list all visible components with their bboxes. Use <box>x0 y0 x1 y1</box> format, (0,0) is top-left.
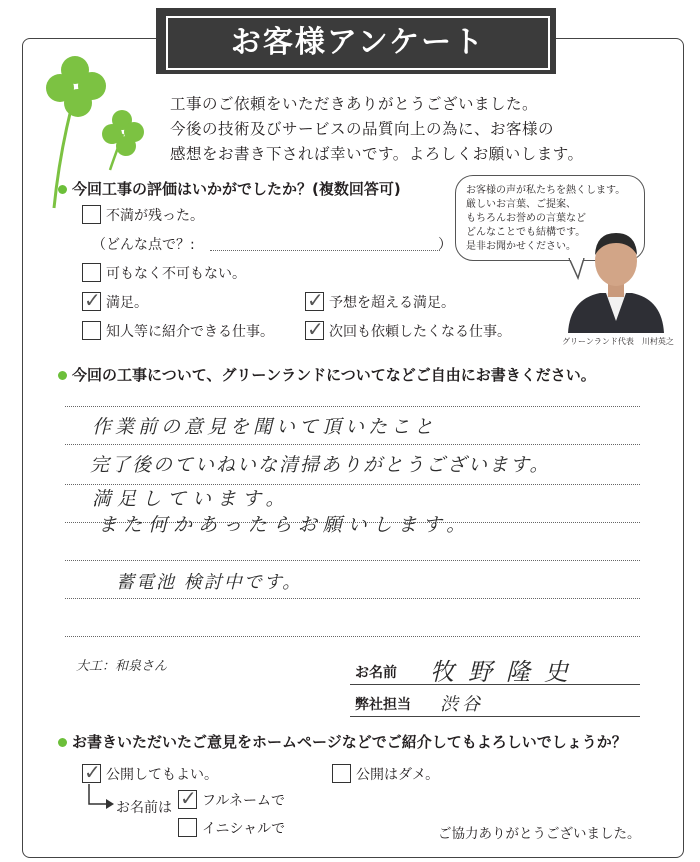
checkbox-request-again[interactable] <box>305 317 324 341</box>
writing-line <box>65 598 640 599</box>
branch-arrow-icon <box>86 784 116 810</box>
handwritten-comment: 完了後のていねいな清掃ありがとうございます。 <box>90 454 551 476</box>
q3-heading: お書きいただいたご意見をホームページなどでご紹介してもよろしいでしょうか？ <box>58 731 627 752</box>
writing-line <box>65 636 640 637</box>
handwritten-comment: また何かあったらお願いします。 <box>98 514 472 536</box>
handwritten-comment: 作業前の意見を聞いて頂いたこと <box>92 416 438 438</box>
option-label: 予想を超える満足。 <box>329 295 455 311</box>
option-label: 次回も依頼したくなる仕事。 <box>329 324 511 340</box>
option-label: フルネームで <box>202 793 286 809</box>
check-mark-icon: ✓ <box>84 288 101 312</box>
thanks-text: ご協力ありがとうございました。 <box>438 826 641 842</box>
check-mark-icon: ✓ <box>84 760 101 784</box>
checkbox-dissatisfied[interactable] <box>82 205 101 224</box>
detail-prompt: （どんな点で？: <box>92 237 195 253</box>
bullet-icon <box>58 738 67 747</box>
checkbox-satisfied[interactable] <box>82 288 101 312</box>
intro-line: 工事のご依頼をいただきありがとうございました。 <box>170 95 539 113</box>
name-value: 牧野隆史 <box>430 658 582 686</box>
representative-photo <box>560 225 672 333</box>
check-mark-icon: ✓ <box>307 288 324 312</box>
checkbox-exceeded[interactable] <box>305 288 324 312</box>
checkbox-publish-ng[interactable] <box>332 764 351 783</box>
option-label: 知人等に紹介できる仕事。 <box>106 324 274 340</box>
option-label: 公開はダメ。 <box>356 767 440 783</box>
check-mark-icon: ✓ <box>307 317 324 341</box>
option-label: 満足。 <box>106 295 148 311</box>
q2-heading: 今回の工事について、グリーンランドについてなどご自由にお書きください。 <box>58 364 596 385</box>
check-mark-icon: ✓ <box>180 786 197 810</box>
carpenter-note: 大工：和泉さん <box>76 659 168 674</box>
intro-line: 感想をお書き下されば幸いです。よろしくお願いします。 <box>170 145 584 163</box>
option-label: 不満が残った。 <box>106 208 204 224</box>
name-format-label: お名前は <box>116 800 172 816</box>
name-label: お名前 <box>355 665 397 681</box>
detail-close: ） <box>438 237 452 253</box>
checkbox-publish-ok[interactable] <box>82 760 101 784</box>
detail-input-line[interactable] <box>210 250 440 251</box>
bubble-line: もちろんお誉めの言葉など <box>466 213 586 224</box>
bubble-line: どんなことでも結構です。 <box>466 227 586 238</box>
option-label: 公開してもよい。 <box>106 767 218 783</box>
representative-caption: グリーンランド代表 川村英之 <box>562 337 674 346</box>
writing-line <box>65 560 640 561</box>
writing-line <box>65 444 640 445</box>
bubble-line: 厳しいお言葉、ご提案、 <box>466 199 576 210</box>
name-underline <box>350 684 640 685</box>
bullet-icon <box>58 185 67 194</box>
bullet-icon <box>58 371 67 380</box>
page-title: お客様アンケート <box>166 16 550 70</box>
bubble-line: 是非お聞かせください。 <box>466 241 576 252</box>
bubble-line: お客様の声が私たちを熱くします。 <box>466 185 626 196</box>
checkbox-neutral[interactable] <box>82 263 101 282</box>
staff-label: 弊社担当 <box>355 697 411 713</box>
staff-value: 渋谷 <box>440 694 484 715</box>
handwritten-comment: 蓄電池 検討中です。 <box>116 572 303 593</box>
checkbox-initials[interactable] <box>178 818 197 837</box>
q1-heading: 今回工事の評価はいかがでしたか？(複数回答可) <box>58 178 401 199</box>
handwritten-comment: 満足しています。 <box>92 488 291 510</box>
option-label: イニシャルで <box>202 821 286 837</box>
checkbox-recommend[interactable] <box>82 321 101 340</box>
writing-line <box>65 406 640 407</box>
option-label: 可もなく不可もない。 <box>106 266 246 282</box>
intro-line: 今後の技術及びサービスの品質向上の為に、お客様の <box>170 120 555 138</box>
staff-underline <box>350 716 640 717</box>
checkbox-fullname[interactable] <box>178 786 197 810</box>
